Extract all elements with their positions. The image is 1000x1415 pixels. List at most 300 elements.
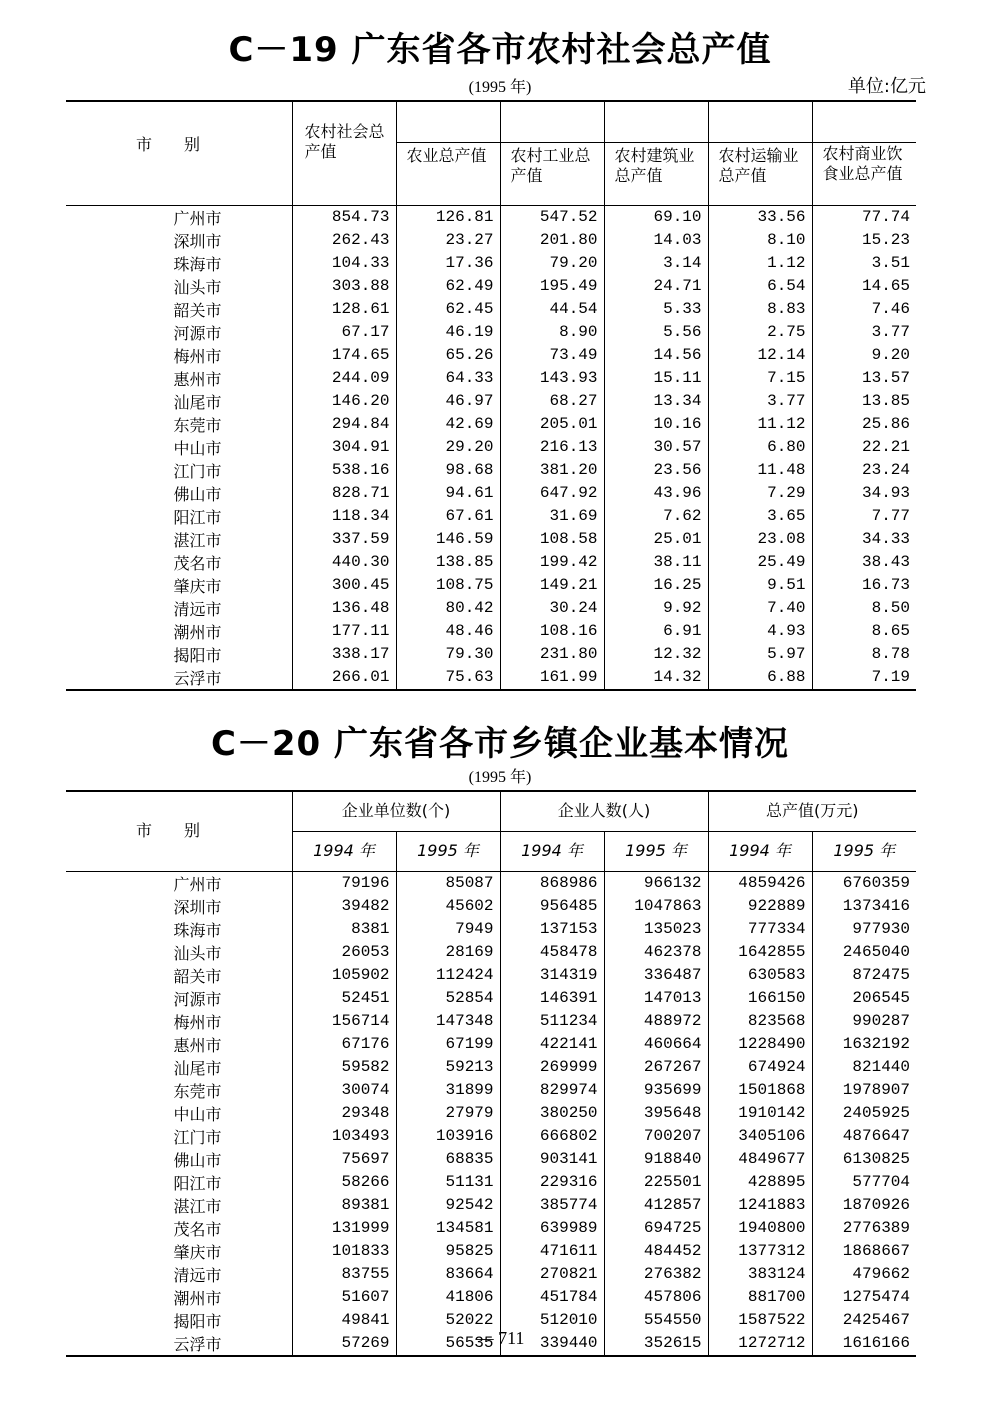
table-row [66,205,916,229]
year-header: 1995 年 [833,841,896,860]
table-row [66,895,916,918]
value-cell: 137153 [500,918,604,941]
value-cell: 225501 [604,1171,708,1194]
table2-title: C－20 广东省各市乡镇企业基本情况 [210,724,790,764]
value-cell: 8.78 [871,645,910,663]
value-cell: 5.97 [708,643,812,666]
value-cell: 918840 [604,1148,708,1171]
value-cell: 395648 [604,1102,708,1125]
value-cell: 134581 [396,1217,500,1240]
city-name-cell: 肇庆市 [66,574,292,597]
city-name-cell: 阳江市 [66,505,292,528]
value-cell: 479662 [852,1265,910,1283]
value-cell: 647.92 [500,482,604,505]
value-cell: 49841 [292,1309,396,1332]
value-cell: 8.83 [708,298,812,321]
group-enterprises-header: 企业单位数(个) [292,791,500,831]
value-cell: 462378 [604,941,708,964]
value-cell: 547.52 [500,205,604,229]
value-cell: 58266 [292,1171,396,1194]
value-cell: 12.14 [708,344,812,367]
value-cell: 13.34 [604,390,708,413]
col-rural-total-header: 农村社会总产值 [292,101,396,205]
table-row [66,918,916,941]
value-cell: 777334 [708,918,812,941]
value-cell: 25.01 [604,528,708,551]
value-cell: 231.80 [500,643,604,666]
value-cell: 48.46 [396,620,500,643]
value-cell: 381.20 [500,459,604,482]
value-cell: 1632192 [842,1035,910,1053]
value-cell: 75697 [292,1148,396,1171]
city-name-cell: 揭阳市 [66,643,292,666]
value-cell: 79196 [292,871,396,895]
value-cell: 46.19 [396,321,500,344]
table-row [66,551,916,574]
table-row [66,413,916,436]
table-row [66,1079,916,1102]
value-cell: 31899 [396,1079,500,1102]
value-cell: 314319 [500,964,604,987]
value-cell: 92542 [396,1194,500,1217]
value-cell: 67.61 [396,505,500,528]
value-cell: 5.33 [604,298,708,321]
value-cell: 108.58 [500,528,604,551]
value-cell: 147348 [396,1010,500,1033]
value-cell: 422141 [500,1033,604,1056]
city-name-cell: 中山市 [66,436,292,459]
value-cell: 823568 [708,1010,812,1033]
col-industry-header: 农村工业总产值 [500,101,604,205]
value-cell: 554550 [604,1309,708,1332]
value-cell: 77.74 [861,208,910,226]
city-name-cell: 梅州市 [66,1010,292,1033]
value-cell: 15.11 [604,367,708,390]
value-cell: 511234 [500,1010,604,1033]
table-row [66,482,916,505]
value-cell: 828.71 [292,482,396,505]
value-cell: 146.20 [292,390,396,413]
value-cell: 177.11 [292,620,396,643]
value-cell: 339440 [500,1332,604,1356]
value-cell: 83755 [292,1263,396,1286]
value-cell: 1868667 [842,1242,910,1260]
value-cell: 3.77 [871,323,910,341]
value-cell: 103916 [396,1125,500,1148]
page-number: — 711 [475,1328,525,1348]
value-cell: 69.10 [604,205,708,229]
value-cell: 383124 [708,1263,812,1286]
value-cell: 62.45 [396,298,500,321]
value-cell: 16.73 [861,576,910,594]
value-cell: 1275474 [842,1288,910,1306]
value-cell: 270821 [500,1263,604,1286]
value-cell: 2776389 [842,1219,910,1237]
value-cell: 195.49 [500,275,604,298]
value-cell: 26053 [292,941,396,964]
table1-unit: 单位:亿元 [847,76,926,97]
value-cell: 7.77 [871,507,910,525]
value-cell: 112424 [396,964,500,987]
value-cell: 199.42 [500,551,604,574]
value-cell: 64.33 [396,367,500,390]
value-cell: 14.32 [604,666,708,690]
city-name-cell: 深圳市 [66,229,292,252]
value-cell: 8.90 [500,321,604,344]
value-cell: 244.09 [292,367,396,390]
value-cell: 136.48 [292,597,396,620]
value-cell: 216.13 [500,436,604,459]
value-cell: 3.14 [604,252,708,275]
value-cell: 6.88 [708,666,812,690]
city-name-cell: 阳江市 [66,1171,292,1194]
value-cell: 43.96 [604,482,708,505]
value-cell: 51607 [292,1286,396,1309]
value-cell: 34.93 [861,484,910,502]
value-cell: 131999 [292,1217,396,1240]
table-row [66,964,916,987]
col-construction-header: 农村建筑业总产值 [604,101,708,205]
year-header: 1994 年 [500,831,604,871]
value-cell: 59582 [292,1056,396,1079]
value-cell: 52022 [396,1309,500,1332]
table-row [66,1240,916,1263]
value-cell: 1228490 [708,1033,812,1056]
city-name-cell: 梅州市 [66,344,292,367]
table-row [66,1056,916,1079]
city-name-cell: 惠州市 [66,367,292,390]
value-cell: 201.80 [500,229,604,252]
value-cell: 352615 [604,1332,708,1356]
table1-subheader-line [396,142,916,143]
value-cell: 577704 [852,1173,910,1191]
value-cell: 8.10 [708,229,812,252]
value-cell: 104.33 [292,252,396,275]
value-cell: 6.80 [708,436,812,459]
city-name-cell: 清远市 [66,597,292,620]
value-cell: 3.65 [708,505,812,528]
value-cell: 33.56 [708,205,812,229]
value-cell: 79.20 [500,252,604,275]
value-cell: 52854 [396,987,500,1010]
value-cell: 147013 [604,987,708,1010]
value-cell: 9.51 [708,574,812,597]
value-cell: 68.27 [500,390,604,413]
value-cell: 25.49 [708,551,812,574]
value-cell: 75.63 [396,666,500,690]
city-name-cell: 江门市 [66,1125,292,1148]
value-cell: 52451 [292,987,396,1010]
value-cell: 22.21 [861,438,910,456]
value-cell: 23.56 [604,459,708,482]
value-cell: 30074 [292,1079,396,1102]
value-cell: 4859426 [708,871,812,895]
value-cell: 28169 [396,941,500,964]
table2-year: (1995 年) [468,769,532,786]
city-name-cell: 云浮市 [66,666,292,690]
table-row [66,321,916,344]
value-cell: 451784 [500,1286,604,1309]
col-commerce-header: 农村商业饮食业总产值 [822,144,903,183]
value-cell: 1940800 [708,1217,812,1240]
value-cell: 14.03 [604,229,708,252]
city-name-cell: 汕尾市 [66,1056,292,1079]
table-row [66,1217,916,1240]
value-cell: 51131 [396,1171,500,1194]
value-cell: 13.85 [861,392,910,410]
value-cell: 44.54 [500,298,604,321]
value-cell: 7.40 [708,597,812,620]
value-cell: 128.61 [292,298,396,321]
table-row [66,390,916,413]
value-cell: 67176 [292,1033,396,1056]
value-cell: 336487 [604,964,708,987]
value-cell: 101833 [292,1240,396,1263]
table-row [66,459,916,482]
col-city-header: 市 别 [66,101,292,205]
value-cell: 205.01 [500,413,604,436]
value-cell: 269999 [500,1056,604,1079]
table-row [66,1171,916,1194]
value-cell: 11.48 [708,459,812,482]
table1-year: (1995 年) [468,79,532,96]
value-cell: 7.15 [708,367,812,390]
table-row [66,252,916,275]
table-row [66,229,916,252]
value-cell: 24.71 [604,275,708,298]
value-cell: 2405925 [842,1104,910,1122]
value-cell: 2425467 [842,1311,910,1329]
value-cell: 7.46 [871,300,910,318]
table-row [66,941,916,964]
value-cell: 4.93 [708,620,812,643]
city-name-cell: 韶关市 [66,964,292,987]
value-cell: 94.61 [396,482,500,505]
table-row [66,643,916,666]
value-cell: 935699 [604,1079,708,1102]
value-cell: 829974 [500,1079,604,1102]
table-row [66,1033,916,1056]
value-cell: 38.11 [604,551,708,574]
value-cell: 440.30 [292,551,396,574]
value-cell: 3.77 [708,390,812,413]
group-output-header: 总产值(万元) [708,791,916,831]
value-cell: 59213 [396,1056,500,1079]
value-cell: 903141 [500,1148,604,1171]
value-cell: 12.32 [604,643,708,666]
city-name-cell: 韶关市 [66,298,292,321]
value-cell: 538.16 [292,459,396,482]
value-cell: 488972 [604,1010,708,1033]
value-cell: 700207 [604,1125,708,1148]
value-cell: 337.59 [292,528,396,551]
value-cell: 457806 [604,1286,708,1309]
city-name-cell: 惠州市 [66,1033,292,1056]
value-cell: 42.69 [396,413,500,436]
value-cell: 23.27 [396,229,500,252]
value-cell: 639989 [500,1217,604,1240]
table-row [66,528,916,551]
city-name-cell: 珠海市 [66,918,292,941]
city-name-cell: 东莞市 [66,1079,292,1102]
value-cell: 126.81 [396,205,500,229]
value-cell: 304.91 [292,436,396,459]
value-cell: 922889 [708,895,812,918]
city-name-cell: 广州市 [66,871,292,895]
table2 [66,790,916,1357]
value-cell: 45602 [396,895,500,918]
value-cell: 7.29 [708,482,812,505]
value-cell: 6.54 [708,275,812,298]
city-name-cell: 汕头市 [66,941,292,964]
value-cell: 39482 [292,895,396,918]
city-name-cell: 潮州市 [66,620,292,643]
value-cell: 105902 [292,964,396,987]
value-cell: 868986 [500,871,604,895]
t2-col-city-header: 市 别 [66,791,292,871]
table-row [66,367,916,390]
value-cell: 262.43 [292,229,396,252]
value-cell: 1501868 [708,1079,812,1102]
value-cell: 166150 [708,987,812,1010]
value-cell: 1642855 [708,941,812,964]
value-cell: 821440 [852,1058,910,1076]
value-cell: 956485 [500,895,604,918]
value-cell: 990287 [852,1012,910,1030]
table-row [66,620,916,643]
table-row [66,505,916,528]
value-cell: 8381 [292,918,396,941]
value-cell: 1910142 [708,1102,812,1125]
table-row [66,1010,916,1033]
city-name-cell: 湛江市 [66,1194,292,1217]
value-cell: 1377312 [708,1240,812,1263]
value-cell: 694725 [604,1217,708,1240]
value-cell: 854.73 [292,205,396,229]
value-cell: 229316 [500,1171,604,1194]
value-cell: 27979 [396,1102,500,1125]
year-header: 1995 年 [396,831,500,871]
table-row [66,1263,916,1286]
value-cell: 630583 [708,964,812,987]
value-cell: 6.91 [604,620,708,643]
value-cell: 29.20 [396,436,500,459]
value-cell: 9.92 [604,597,708,620]
value-cell: 30.57 [604,436,708,459]
value-cell: 13.57 [861,369,910,387]
value-cell: 266.01 [292,666,396,690]
value-cell: 7949 [396,918,500,941]
value-cell: 149.21 [500,574,604,597]
table-row [66,436,916,459]
table-row [66,1125,916,1148]
table-row [66,871,916,895]
value-cell: 80.42 [396,597,500,620]
value-cell: 65.26 [396,344,500,367]
value-cell: 30.24 [500,597,604,620]
city-name-cell: 云浮市 [66,1332,292,1356]
value-cell: 89381 [292,1194,396,1217]
col-transport-header: 农村运输业总产值 [708,101,812,205]
value-cell: 103493 [292,1125,396,1148]
value-cell: 31.69 [500,505,604,528]
city-name-cell: 茂名市 [66,551,292,574]
city-name-cell: 河源市 [66,987,292,1010]
value-cell: 460664 [604,1033,708,1056]
value-cell: 56535 [396,1332,500,1356]
value-cell: 1.12 [708,252,812,275]
value-cell: 4876647 [842,1127,910,1145]
value-cell: 412857 [604,1194,708,1217]
value-cell: 5.56 [604,321,708,344]
value-cell: 303.88 [292,275,396,298]
value-cell: 135023 [604,918,708,941]
table-row [66,666,916,690]
value-cell: 10.16 [604,413,708,436]
value-cell: 14.65 [861,277,910,295]
year-header: 1994 年 [708,831,812,871]
table-row [66,1194,916,1217]
value-cell: 85087 [396,871,500,895]
city-name-cell: 茂名市 [66,1217,292,1240]
value-cell: 1047863 [604,895,708,918]
value-cell: 380250 [500,1102,604,1125]
value-cell: 267267 [604,1056,708,1079]
value-cell: 9.20 [871,346,910,364]
value-cell: 1870926 [842,1196,910,1214]
city-name-cell: 珠海市 [66,252,292,275]
value-cell: 4849677 [708,1148,812,1171]
value-cell: 338.17 [292,643,396,666]
value-cell: 67.17 [292,321,396,344]
value-cell: 23.24 [861,461,910,479]
value-cell: 73.49 [500,344,604,367]
value-cell: 6760359 [842,874,910,892]
table-row [66,597,916,620]
value-cell: 23.08 [708,528,812,551]
value-cell: 666802 [500,1125,604,1148]
value-cell: 156714 [292,1010,396,1033]
city-name-cell: 中山市 [66,1102,292,1125]
value-cell: 98.68 [396,459,500,482]
city-name-cell: 东莞市 [66,413,292,436]
value-cell: 1373416 [842,897,910,915]
value-cell: 872475 [852,966,910,984]
value-cell: 108.75 [396,574,500,597]
value-cell: 3.51 [871,254,910,272]
value-cell: 38.43 [861,553,910,571]
city-name-cell: 清远市 [66,1263,292,1286]
value-cell: 385774 [500,1194,604,1217]
value-cell: 108.16 [500,620,604,643]
value-cell: 8.65 [871,622,910,640]
value-cell: 138.85 [396,551,500,574]
value-cell: 68835 [396,1148,500,1171]
value-cell: 1616166 [842,1334,910,1352]
value-cell: 57269 [292,1332,396,1356]
value-cell: 1587522 [708,1309,812,1332]
value-cell: 95825 [396,1240,500,1263]
value-cell: 143.93 [500,367,604,390]
value-cell: 16.25 [604,574,708,597]
value-cell: 458478 [500,941,604,964]
value-cell: 67199 [396,1033,500,1056]
table-row [66,987,916,1010]
table-row [66,275,916,298]
value-cell: 1272712 [708,1332,812,1356]
value-cell: 25.86 [861,415,910,433]
value-cell: 15.23 [861,231,910,249]
